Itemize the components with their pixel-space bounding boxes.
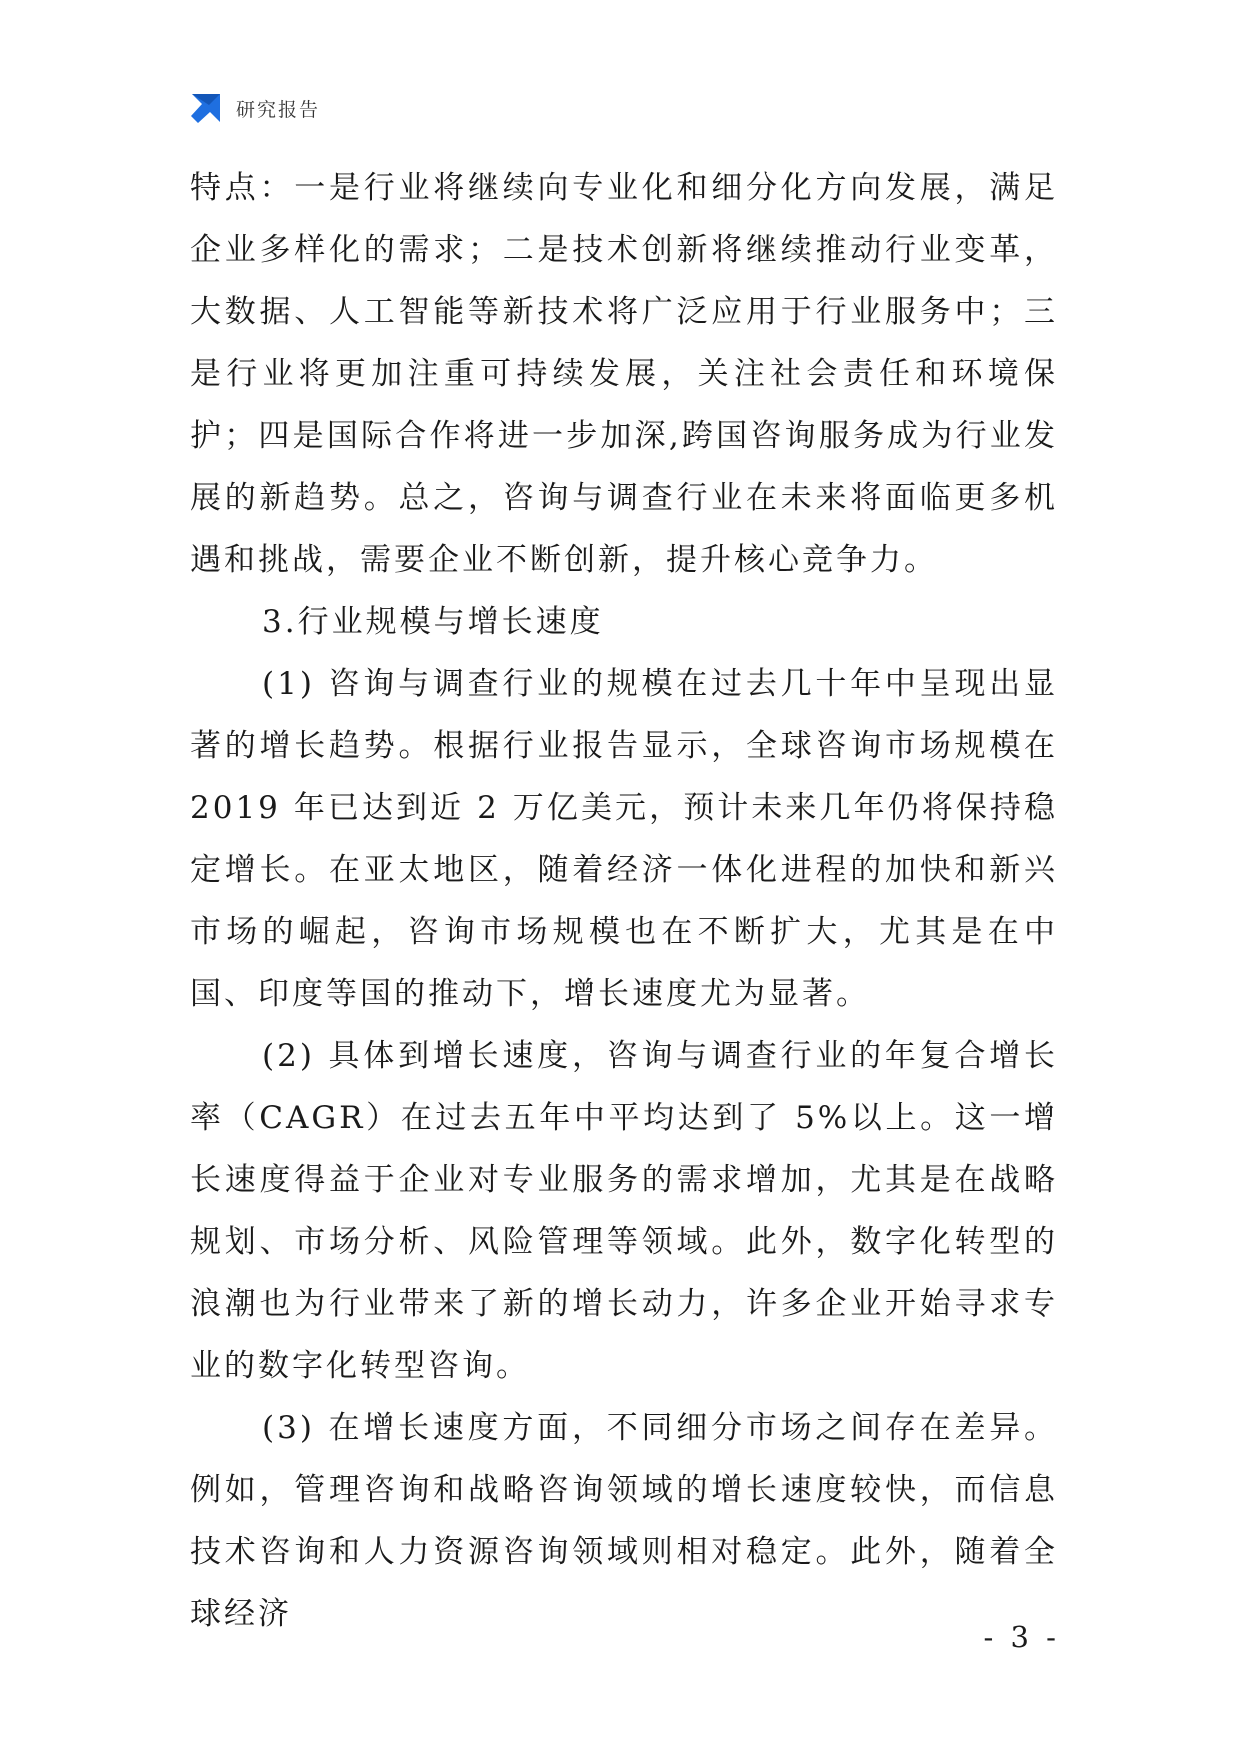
- paragraph-growth-rate: (2) 具体到增长速度，咨询与调查行业的年复合增长率（CAGR）在过去五年中平均达到了 5%以上。这一增长速度得益于企业对专业服务的需求增加，尤其是在战略规划、市场分析、风险管理等领域。此外，数字化转型的浪潮也为行业带来了新的增长动力，许多企业开始寻求专业的数字化转型咨询。: [190, 1038, 1058, 1384]
- paragraph-segment-differences: (3) 在增长速度方面，不同细分市场之间存在差异。例如，管理咨询和战略咨询领域的增长速度较快，而信息技术咨询和人力资源咨询领域则相对稳定。此外，随着全球经济: [190, 1410, 1058, 1632]
- paragraph-market-scale: (1) 咨询与调查行业的规模在过去几十年中呈现出显著的增长趋势。根据行业报告显示，全球咨询市场规模在 2019 年已达到近 2 万亿美元，预计未来几年仍将保持稳定增长。在亚太地区，随着经济一体化进程的加快和新兴市场的崛起，咨询市场规模也在不断扩大，尤其是在中国、印度等国的推动下，增长速度尤为显著。: [190, 666, 1058, 1012]
- document-body: [190, 157, 1058, 1645]
- page-number: - 3 -: [983, 1620, 1060, 1654]
- header-title: 研究报告: [236, 98, 321, 121]
- section-heading: 3.行业规模与增长速度: [262, 604, 604, 640]
- arrow-up-right-icon: [190, 92, 222, 124]
- page-header: [190, 90, 320, 126]
- paragraph-trends-summary: 特点：一是行业将继续向专业化和细分化方向发展，满足企业多样化的需求；二是技术创新将继续推动行业变革，大数据、人工智能等新技术将广泛应用于行业服务中；三是行业将更加注重可持续发展，关注社会责任和环境保护；四是国际合作将进一步加深,跨国咨询服务成为行业发展的新趋势。总之，咨询与调查行业在未来将面临更多机遇和挑战，需要企业不断创新，提升核心竞争力。: [190, 170, 1058, 578]
